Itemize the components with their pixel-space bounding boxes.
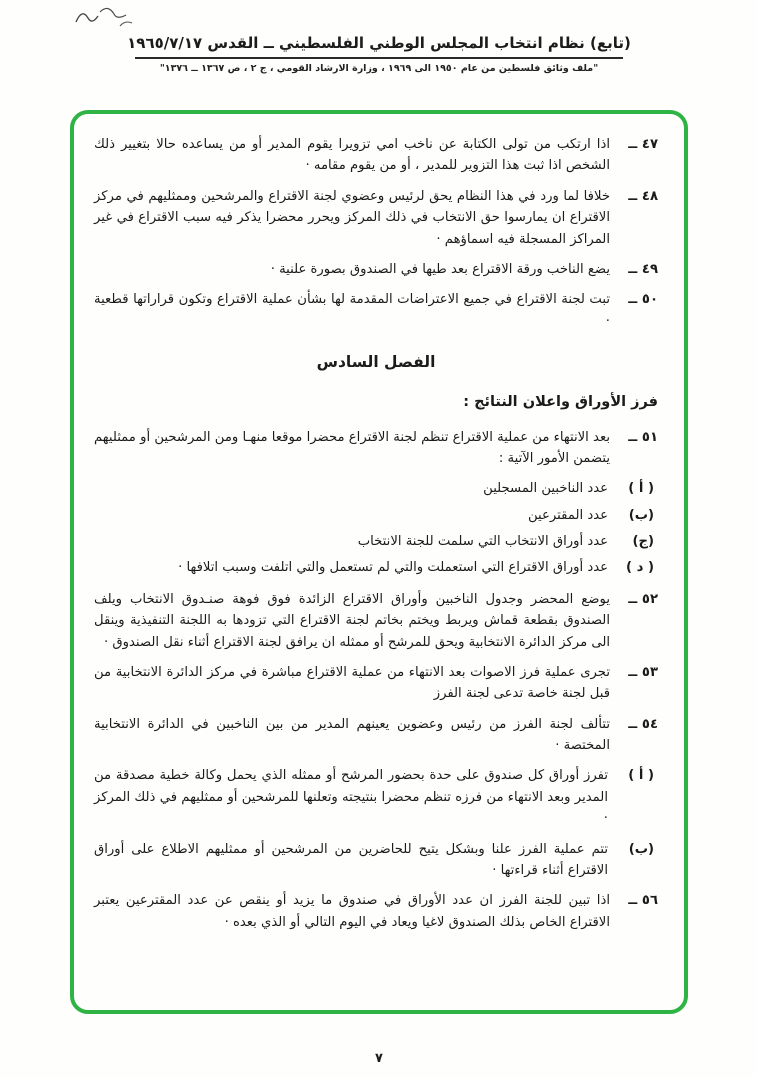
document-body: [94, 134, 658, 933]
clause-51-sub-c: [94, 531, 658, 552]
clause-text: يضع الناخب ورقة الاقتراع بعد طيها في الصندوق بصورة علنية ·: [270, 261, 610, 277]
header-divider: [135, 57, 623, 59]
sub-item-text: تتم عملية الفرز علنا وبشكل يتيح للحاضرين من المرشحين أو ممثليهم الاطلاع على أوراق الاقتراع أثناء قراءتها ·: [94, 841, 608, 878]
clause-54-sub-b: [94, 839, 658, 882]
clause-51-sub-a: [94, 478, 658, 499]
clause-text: بعد الانتهاء من عملية الاقتراع تنظم لجنة الاقتراع محضرا موقعا منهـا ومن المرشحين أو ممثليهم يتضمن الأمور الآتية :: [94, 429, 610, 466]
document-source-citation: "ملف وثائق فلسطين من عام ١٩٥٠ الى ١٩٦٩ ، وزارة الارشاد القومي ، ج ٢ ، ص ١٣٦٧ ــ ١٣٧٦": [159, 62, 599, 74]
clause-text: تتألف لجنة الفرز من رئيس وعضوين يعينهم المدير من بين الناخبين في الدائرة الانتخابية المختصة ·: [94, 716, 610, 754]
clause-56: [94, 890, 658, 933]
page-number: ٧: [375, 1051, 383, 1066]
clause-49: [94, 259, 658, 280]
section-title: فرز الأوراق واعلان النتائج :: [463, 394, 658, 411]
clause-number: ٥١ ــ: [628, 429, 658, 445]
clause-52: [94, 589, 658, 653]
clause-text: اذا تبين للجنة الفرز ان عدد الأوراق في صندوق ما يزيد أو ينقص عن عدد المقترعين يعتبر الاقتراع الخاص بذلك الصندوق لاغيا ويعاد في اليوم التالي أو الذي بعده ·: [94, 893, 610, 930]
clause-53: [94, 662, 658, 705]
clause-number: ٥٣ ــ: [628, 664, 658, 680]
clause-number: ٥٠ ــ: [628, 292, 658, 308]
sub-item-text: عدد أوراق الانتخاب التي سلمت للجنة الانتخاب: [357, 534, 608, 550]
clause-text: اذا ارتكب من تولى الكتابة عن ناخب امي تزويرا يقوم المدير أو من يساعده حالا بتغيير ذلك الشخص اذا ثبت هذا التزوير للمدير ، أو من يقوم مقامه ·: [94, 137, 610, 174]
sub-item-text: عدد الناخبين المسجلين: [483, 481, 608, 497]
page-header: [0, 34, 758, 74]
clause-text: يوضع المحضر وجدول الناخبين وأوراق الاقتراع الزائدة فوق فوهة صنـدوق الانتخاب ويلف الصندوق بقطعة قماش ويربط ويختم بخاتم لجنة الاقتراع التي تزودها به اللجنة التنفيذية وينقل الى مركز الدائرة الانتخابية ويحق للمرشح أو ممثله ان يرافق لجنة الاقتراع أثناء نقل الصندوق ·: [94, 591, 610, 650]
document-title: (تابع) نظام انتخاب المجلس الوطني الفلسطيني ــ القدس ١٩٦٥/٧/١٧: [127, 34, 631, 52]
sub-item-marker: (ب): [628, 841, 654, 857]
clause-text: تجرى عملية فرز الاصوات بعد الانتهاء من عملية الاقتراع مباشرة في مركز الدائرة الانتخابية من قبل لجنة خاصة تدعى لجنة الفرز: [94, 664, 610, 702]
clause-48: [94, 186, 658, 250]
clause-number: ٥٢ ــ: [628, 591, 658, 607]
clause-54-sub-a: [94, 765, 658, 829]
sub-item-marker: ( أ ): [628, 481, 654, 497]
clause-54: [94, 714, 658, 757]
clause-number: ٥٦ ــ: [628, 893, 658, 909]
sub-item-marker: ( د ): [625, 560, 654, 576]
sub-item-marker: (ج): [632, 534, 654, 550]
sub-item-text: تفرز أوراق كل صندوق على حدة بحضور المرشح أو ممثله الذي يحمل وكالة خطية مصدقة من المدير وبعد الانتهاء من فرزه تنظم محضرا بنتيجته وتعلنها للمرشحين أو ممثليهم في ذلك المركز ·: [94, 768, 608, 827]
document-green-frame: [70, 110, 688, 1014]
clause-50: [94, 289, 658, 332]
sub-item-text: عدد المقترعين: [528, 507, 608, 523]
clause-51-sub-d: [94, 557, 658, 578]
clause-51: [94, 427, 658, 470]
handwriting-marks: [70, 2, 140, 34]
clause-number: ٤٩ ــ: [628, 261, 658, 277]
clause-number: ٤٨ ــ: [628, 188, 658, 204]
clause-51-sub-b: [94, 505, 658, 526]
chapter-title: الفصل السادس: [316, 353, 436, 371]
clause-47: [94, 134, 658, 177]
sub-item-marker: (ب): [628, 507, 654, 523]
sub-item-text: عدد أوراق الاقتراع التي استعملت والتي لم تستعمل والتي اتلفت وسبب اتلافها ·: [178, 560, 608, 576]
sub-item-marker: ( أ ): [628, 768, 654, 784]
clause-text: خلافا لما ورد في هذا النظام يحق لرئيس وعضوي لجنة الاقتراع والمرشحين وممثليهم في مركز الاقتراع ان يمارسوا حق الانتخاب في ذلك المركز ويحرر محضرا يذكر فيه سبب الاقتراع في غير المراكز المسجلة فيه اسماؤهم ·: [94, 188, 610, 247]
clause-number: ٤٧ ــ: [628, 137, 658, 152]
clause-number: ٥٤ ــ: [628, 716, 658, 732]
clause-text: تبت لجنة الاقتراع في جميع الاعتراضات المقدمة لها بشأن عملية الاقتراع وتكون قراراتها قطعية ·: [94, 292, 610, 329]
